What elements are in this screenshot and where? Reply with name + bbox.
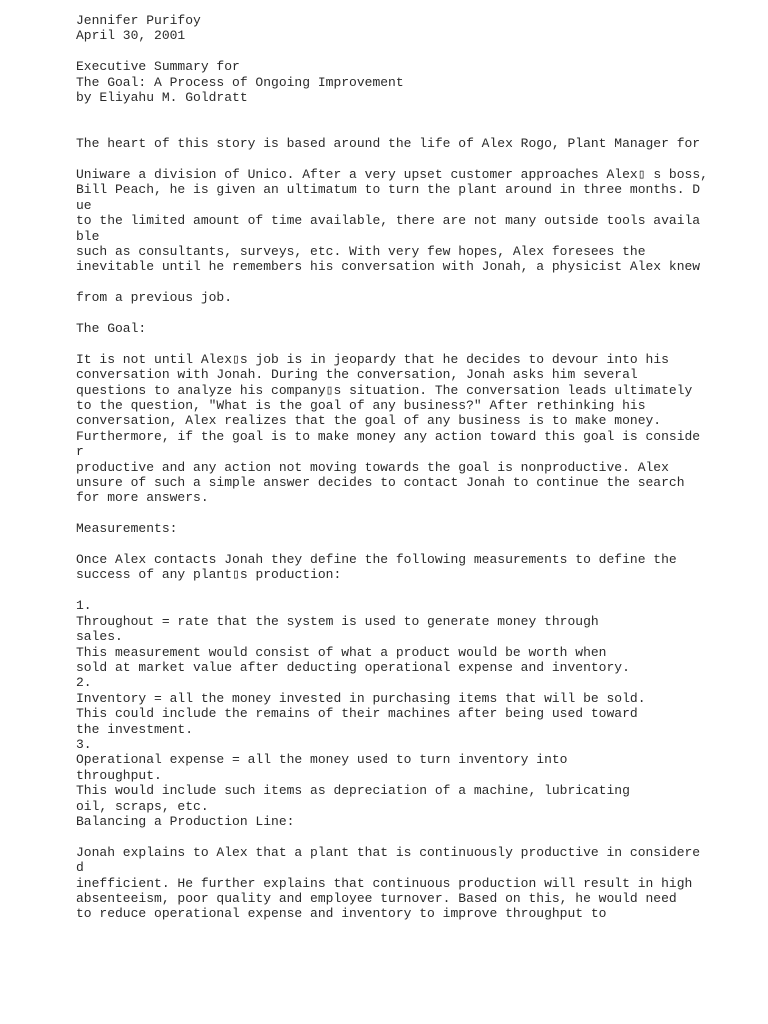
text-line: oil, scraps, etc.	[76, 798, 209, 814]
text-line: Jonah explains to Alex that a plant that is continuously productive in considere	[76, 844, 701, 860]
text-line: Bill Peach, he is given an ultimatum to turn the plant around in three months. D	[76, 182, 701, 198]
text-line: April 30, 2001	[76, 28, 186, 44]
text-line: Throughout = rate that the system is used to generate money through	[76, 613, 599, 629]
text-line: The Goal: A Process of Ongoing Improvement	[76, 74, 404, 90]
text-line: Uniware a division of Unico. After a very upset customer approaches Alex▯ s boss,	[76, 167, 708, 182]
text-line: sales.	[76, 629, 123, 645]
text-line: 1.	[76, 598, 92, 614]
text-line: It is not until Alex▯s job is in jeopardy that he decides to devour into his	[76, 351, 669, 367]
text-line: The Goal:	[76, 321, 147, 337]
text-line	[76, 105, 708, 120]
text-line	[76, 336, 708, 351]
text-line: This could include the remains of their machines after being used toward	[76, 706, 638, 722]
text-line: ue	[76, 197, 92, 213]
text-line: Executive Summary for	[76, 59, 240, 75]
text-line: the investment.	[76, 721, 194, 737]
text-line	[76, 306, 708, 321]
text-line: Balancing a Production Line:	[76, 813, 295, 829]
text-line	[76, 44, 708, 59]
text-line: d	[76, 860, 84, 876]
text-line: conversation, Alex realizes that the goal of any business is to make money.	[76, 413, 662, 429]
text-line: Measurements:	[76, 521, 178, 537]
text-line	[76, 537, 708, 552]
text-line: to the question, "What is the goal of any business?" After rethinking his	[76, 398, 646, 414]
text-line: such as consultants, surveys, etc. With very few hopes, Alex foresees the	[76, 244, 646, 260]
text-line: throughput.	[76, 767, 162, 783]
text-line: absenteeism, poor quality and employee turnover. Based on this, he would need	[76, 890, 677, 906]
text-line: Furthermore, if the goal is to make money any action toward this goal is conside	[76, 428, 701, 444]
text-line: productive and any action not moving towards the goal is nonproductive. Alex	[76, 459, 669, 475]
text-line: questions to analyze his company▯s situation. The conversation leads ultimately	[76, 382, 693, 398]
text-line: inefficient. He further explains that continuous production will result in high	[76, 875, 693, 891]
text-line: from a previous job.	[76, 290, 233, 306]
text-line: Jennifer Purifoy	[76, 13, 201, 28]
text-line: ble	[76, 228, 100, 244]
text-line: unsure of such a simple answer decides to contact Jonah to continue the search	[76, 475, 685, 491]
text-line	[76, 275, 708, 290]
text-line: sold at market value after deducting operational expense and inventory.	[76, 659, 630, 675]
text-line: Once Alex contacts Jonah they define the following measurements to define the	[76, 552, 677, 568]
text-line: success of any plant▯s production:	[76, 567, 342, 583]
text-line: by Eliyahu M. Goldratt	[76, 90, 248, 106]
text-line: inevitable until he remembers his conversation with Jonah, a physicist Alex knew	[76, 259, 701, 275]
text-line	[76, 121, 708, 136]
text-line: Inventory = all the money invested in purchasing items that will be sold.	[76, 690, 646, 706]
text-line: r	[76, 444, 84, 460]
text-line: Operational expense = all the money used to turn inventory into	[76, 752, 568, 768]
text-line	[76, 829, 708, 844]
text-line: for more answers.	[76, 490, 209, 506]
text-line	[76, 583, 708, 598]
text-line: conversation with Jonah. During the conversation, Jonah asks him several	[76, 367, 638, 383]
text-line	[76, 506, 708, 521]
text-line: 3.	[76, 736, 92, 752]
document-page	[76, 13, 708, 922]
text-line: The heart of this story is based around the life of Alex Rogo, Plant Manager for	[76, 136, 701, 152]
text-line: This measurement would consist of what a product would be worth when	[76, 644, 607, 660]
text-line: This would include such items as depreciation of a machine, lubricating	[76, 783, 630, 799]
text-line: 2.	[76, 675, 92, 691]
text-line: to reduce operational expense and inventory to improve throughput to	[76, 906, 607, 922]
text-line: to the limited amount of time available, there are not many outside tools availa	[76, 213, 701, 229]
text-line	[76, 152, 708, 167]
